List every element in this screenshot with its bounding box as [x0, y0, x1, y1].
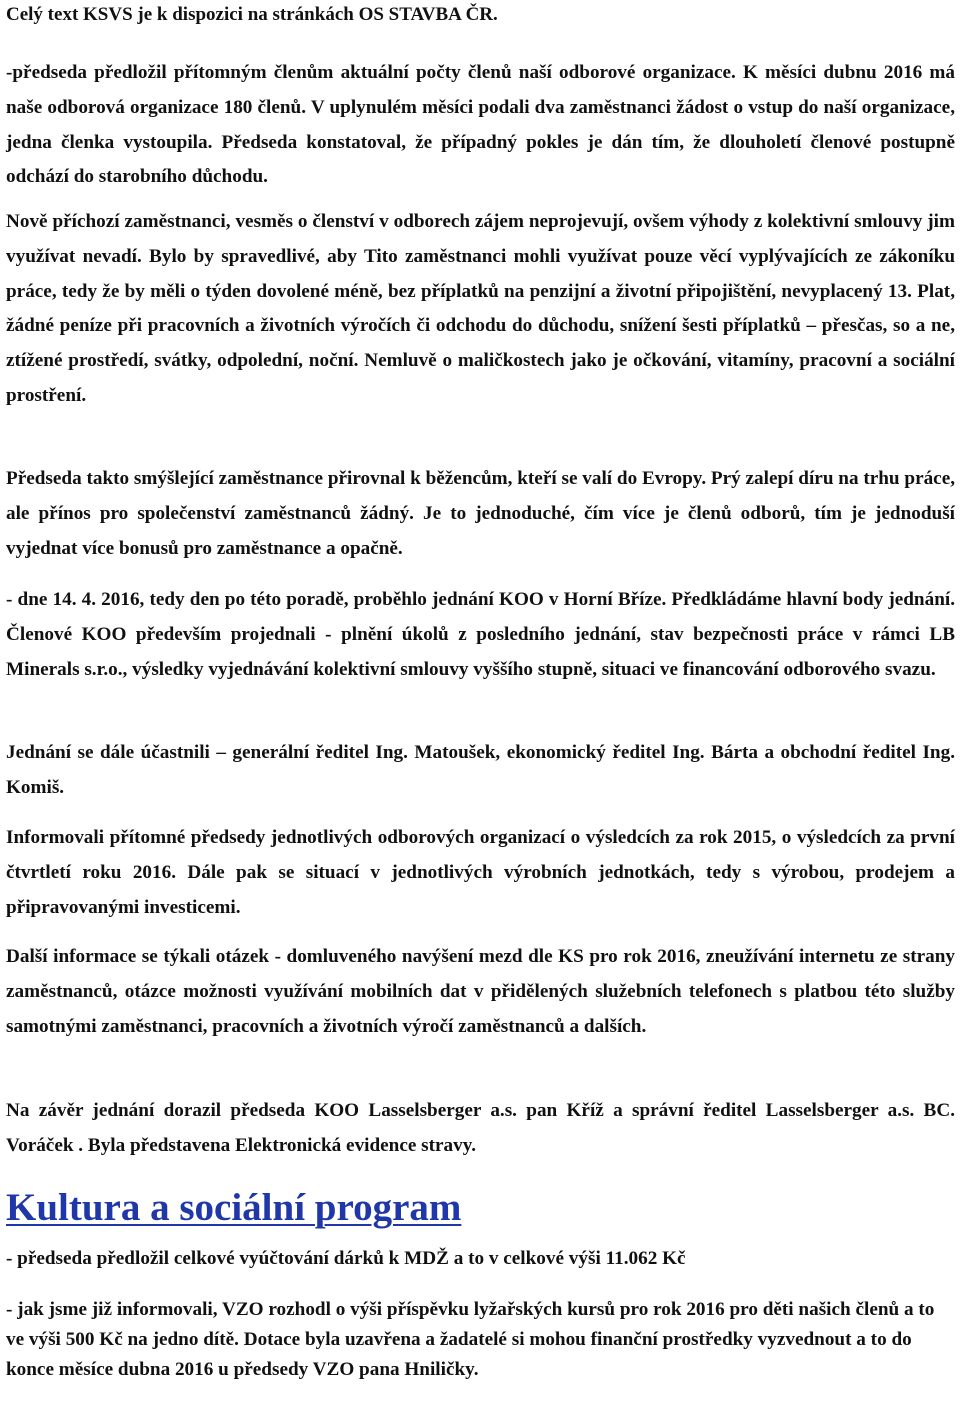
social-item-ski-courses: - jak jsme již informovali, VZO rozhodl o výši příspěvku lyžařských kursů pro rok 2016 pro děti našich členů a to ve výši 500 Kč na jedno dítě. Dotace byla uzavřena a žadatelé si mohou finanční prostředky vyzvednout a to do konce měsíce dubna 2016 u předsedy VZO pana Hniličky. — [6, 1299, 935, 1380]
paragraph-conclusion: Na závěr jednání dorazil předseda KOO Lasselsberger a.s. pan Kříž a správní ředitel Lasselsberger a.s. BC. Voráček . Byla představena Elektronická evidence stravy. — [6, 1100, 955, 1156]
paragraph-attendees: Jednání se dále účastnili – generální ředitel Ing. Matoušek, ekonomický ředitel Ing. Bárta a obchodní ředitel Ing. Komiš. — [6, 742, 955, 798]
social-item-mdz: - předseda předložil celkové vyúčtování dárků k MDŽ a to v celkové výši 11.062 Kč — [6, 1248, 686, 1269]
paragraph-further-info: Další informace se týkali otázek - domluveného navýšení mezd dle KS pro rok 2016, zneužívání internetu ze strany zaměstnanců, otázce možnosti využívání mobilních dat v přidělených služebních telefonech s platbou této služby samotnými zaměstnanci, pracovních a životních výročí zaměstnanců a dalších. — [6, 946, 955, 1037]
paragraph-koo-meeting: - dne 14. 4. 2016, tedy den po této poradě, proběhlo jednání KOO v Horní Bříze. Předkládáme hlavní body jednání. Členové KOO především projednali - plnění úkolů z posledního jednání, stav bezpečnosti práce v rámci LB Minerals s.r.o., výsledky vyjednávání kolektivní smlouvy vyššího stupně, situaci ve financování odborového svazu. — [6, 589, 955, 680]
paragraph-chairman-comparison: Předseda takto smýšlející zaměstnance přirovnal k běžencům, kteří se valí do Evropy. Prý zalepí díru na trhu práce, ale přínos pro společenství zaměstnanců žádný. Je to jednoduché, čím více je členů odborů, tím je jednoduší vyjednat více bonusů pro zaměstnance a opačně. — [6, 468, 956, 559]
paragraph-results: Informovali přítomné předsedy jednotlivých odborových organizací o výsledcích za rok 2015, o výsledcích za první čtvrtletí roku 2016. Dále pak se situací v jednotlivých výrobních jednotkách, tedy s výrobou, prodejem a připravovanými investicemi. — [6, 827, 955, 918]
paragraph-membership: -předseda předložil přítomným členům aktuální počty členů naší odborové organizace. K měsíci dubnu 2016 má naše odborová organizace 180 členů. V uplynulém měsíci podali dva zaměstnanci žádost o vstup do naší organizace, jedna členka vystoupila. Předseda konstatoval, že případný pokles je dán tím, že dlouholetí členové postupně odchází do starobního důchodu. — [6, 62, 955, 188]
intro-line: Celý text KSVS je k dispozici na stránkách OS STAVBA ČR. — [6, 4, 498, 25]
paragraph-new-employees: Nově příchozí zaměstnanci, vesměs o členství v odborech zájem neprojevují, ovšem výhody z kolektivní smlouvy jim využívat nevadí. Bylo by spravedlivé, aby Tito zaměstnanci mohli využívat pouze věcí vyplývajících ze zákoníku práce, tedy že by měli o týden dovolené méně, bez příplatků na penzijní a životní připojištění, nevyplacený 13. Plat, žádné peníze při pracovních a životních výročích či odchodu do důchodu, snížení šesti příplatků – přesčas, so a ne, ztížené prostředí, svátky, odpolední, noční. Nemluvě o maličkostech jako je očkování, vitamíny, pracovní a sociální prostření. — [6, 211, 955, 406]
section-heading: Kultura a sociální program — [6, 1186, 462, 1229]
